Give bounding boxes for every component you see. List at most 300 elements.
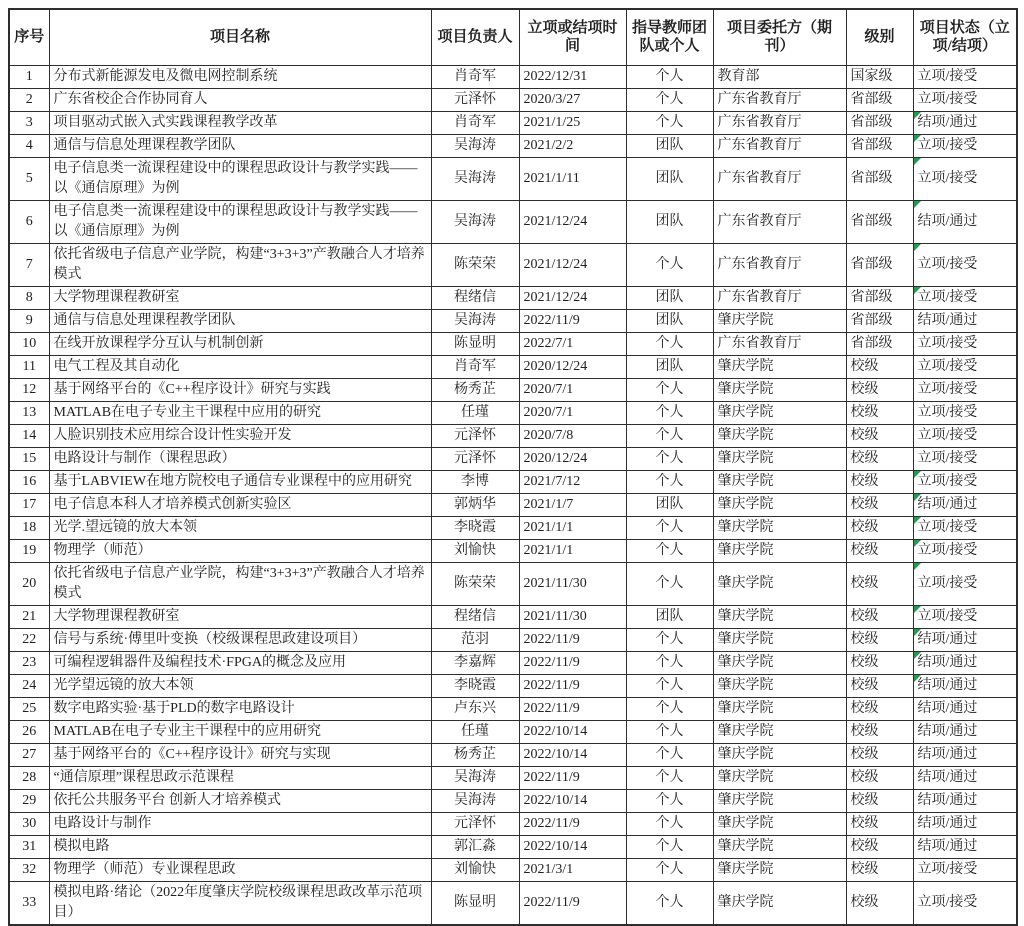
cell-index: 15 xyxy=(9,447,49,470)
cell-date: 2021/1/7 xyxy=(519,493,626,516)
table-row xyxy=(9,378,1017,401)
cell-client: 肇庆学院 xyxy=(713,628,846,651)
cell-leader: 陈显明 xyxy=(431,332,519,355)
cell-project-name: 基于网络平台的《C++程序设计》研究与实践 xyxy=(49,378,431,401)
cell-client: 肇庆学院 xyxy=(713,470,846,493)
cell-status: 结项/通过 xyxy=(913,111,1017,134)
table-row xyxy=(9,697,1017,720)
cell-client: 肇庆学院 xyxy=(713,401,846,424)
cell-level: 校级 xyxy=(846,651,913,674)
cell-date: 2020/7/1 xyxy=(519,401,626,424)
cell-team: 个人 xyxy=(626,562,713,605)
cell-team: 个人 xyxy=(626,111,713,134)
cell-index: 4 xyxy=(9,134,49,157)
cell-project-name: 电气工程及其自动化 xyxy=(49,355,431,378)
green-flag-marker xyxy=(914,471,921,478)
cell-level: 校级 xyxy=(846,562,913,605)
cell-project-name: MATLAB在电子专业主干课程中的应用研究 xyxy=(49,720,431,743)
cell-date: 2020/12/24 xyxy=(519,447,626,470)
cell-team: 团队 xyxy=(626,157,713,200)
cell-status: 立项/接受 xyxy=(913,286,1017,309)
cell-leader: 程绪信 xyxy=(431,286,519,309)
table-header xyxy=(9,9,1017,65)
cell-client: 肇庆学院 xyxy=(713,309,846,332)
cell-index: 18 xyxy=(9,516,49,539)
cell-index: 2 xyxy=(9,88,49,111)
cell-status: 立项/接受 xyxy=(913,858,1017,881)
cell-level: 校级 xyxy=(846,401,913,424)
table-row xyxy=(9,111,1017,134)
cell-project-name: 模拟电路 xyxy=(49,835,431,858)
cell-project-name: 模拟电路·绪论（2022年度肇庆学院校级课程思政改革示范项目） xyxy=(49,881,431,925)
cell-leader: 李晓霞 xyxy=(431,516,519,539)
cell-index: 33 xyxy=(9,881,49,925)
cell-date: 2022/10/14 xyxy=(519,743,626,766)
cell-date: 2021/12/24 xyxy=(519,286,626,309)
header-client: 项目委托方（期刊） xyxy=(713,9,846,65)
table-row xyxy=(9,243,1017,286)
table-row xyxy=(9,424,1017,447)
cell-date: 2022/11/9 xyxy=(519,309,626,332)
cell-team: 个人 xyxy=(626,835,713,858)
cell-leader: 李晓霞 xyxy=(431,674,519,697)
cell-level: 校级 xyxy=(846,789,913,812)
table-row xyxy=(9,200,1017,243)
cell-client: 肇庆学院 xyxy=(713,493,846,516)
cell-project-name: 大学物理课程教研室 xyxy=(49,286,431,309)
cell-team: 个人 xyxy=(626,470,713,493)
cell-project-name: 光学.望远镜的放大本领 xyxy=(49,516,431,539)
cell-client: 广东省教育厅 xyxy=(713,243,846,286)
cell-client: 肇庆学院 xyxy=(713,674,846,697)
cell-date: 2020/7/8 xyxy=(519,424,626,447)
cell-date: 2022/10/14 xyxy=(519,835,626,858)
cell-team: 个人 xyxy=(626,697,713,720)
cell-index: 20 xyxy=(9,562,49,605)
cell-status: 结项/通过 xyxy=(913,697,1017,720)
cell-team: 个人 xyxy=(626,628,713,651)
cell-index: 32 xyxy=(9,858,49,881)
cell-team: 个人 xyxy=(626,243,713,286)
cell-leader: 吴海涛 xyxy=(431,766,519,789)
cell-leader: 郭炳华 xyxy=(431,493,519,516)
cell-index: 12 xyxy=(9,378,49,401)
cell-client: 肇庆学院 xyxy=(713,378,846,401)
cell-status: 立项/接受 xyxy=(913,332,1017,355)
cell-leader: 吴海涛 xyxy=(431,200,519,243)
cell-level: 省部级 xyxy=(846,200,913,243)
cell-team: 团队 xyxy=(626,286,713,309)
cell-level: 省部级 xyxy=(846,286,913,309)
cell-team: 团队 xyxy=(626,134,713,157)
cell-status: 结项/通过 xyxy=(913,835,1017,858)
cell-date: 2022/11/9 xyxy=(519,766,626,789)
cell-date: 2022/11/9 xyxy=(519,651,626,674)
cell-team: 团队 xyxy=(626,493,713,516)
cell-leader: 元泽怀 xyxy=(431,812,519,835)
cell-project-name: 广东省校企合作协同育人 xyxy=(49,88,431,111)
header-index: 序号 xyxy=(9,9,49,65)
cell-status: 立项/接受 xyxy=(913,516,1017,539)
cell-project-name: 可编程逻辑器件及编程技术·FPGA的概念及应用 xyxy=(49,651,431,674)
cell-level: 校级 xyxy=(846,470,913,493)
cell-leader: 吴海涛 xyxy=(431,789,519,812)
green-flag-marker xyxy=(914,563,921,570)
cell-status: 结项/通过 xyxy=(913,309,1017,332)
table-row xyxy=(9,835,1017,858)
cell-project-name: 电子信息本科人才培养模式创新实验区 xyxy=(49,493,431,516)
cell-status: 立项/接受 xyxy=(913,447,1017,470)
header-leader: 项目负责人 xyxy=(431,9,519,65)
green-flag-marker xyxy=(914,517,921,524)
table-row xyxy=(9,743,1017,766)
cell-leader: 卢东兴 xyxy=(431,697,519,720)
cell-project-name: 大学物理课程教研室 xyxy=(49,605,431,628)
cell-leader: 刘愉快 xyxy=(431,858,519,881)
cell-index: 19 xyxy=(9,539,49,562)
cell-project-name: 电子信息类一流课程建设中的课程思政设计与教学实践——以《通信原理》为例 xyxy=(49,200,431,243)
cell-level: 省部级 xyxy=(846,243,913,286)
cell-index: 1 xyxy=(9,65,49,88)
cell-level: 校级 xyxy=(846,539,913,562)
cell-index: 24 xyxy=(9,674,49,697)
cell-project-name: “通信原理”课程思政示范课程 xyxy=(49,766,431,789)
cell-client: 广东省教育厅 xyxy=(713,111,846,134)
cell-date: 2021/2/2 xyxy=(519,134,626,157)
cell-status: 结项/通过 xyxy=(913,651,1017,674)
cell-project-name: 物理学（师范） xyxy=(49,539,431,562)
cell-level: 校级 xyxy=(846,858,913,881)
cell-index: 13 xyxy=(9,401,49,424)
table-row xyxy=(9,789,1017,812)
cell-leader: 吴海涛 xyxy=(431,309,519,332)
header-row xyxy=(9,9,1017,65)
cell-status: 结项/通过 xyxy=(913,674,1017,697)
cell-date: 2022/11/9 xyxy=(519,674,626,697)
cell-project-name: 项目驱动式嵌入式实践课程教学改革 xyxy=(49,111,431,134)
cell-date: 2021/3/1 xyxy=(519,858,626,881)
cell-project-name: 基于网络平台的《C++程序设计》研究与实现 xyxy=(49,743,431,766)
cell-date: 2022/11/9 xyxy=(519,628,626,651)
cell-index: 5 xyxy=(9,157,49,200)
table-row xyxy=(9,651,1017,674)
cell-index: 7 xyxy=(9,243,49,286)
cell-status: 结项/通过 xyxy=(913,493,1017,516)
cell-index: 17 xyxy=(9,493,49,516)
cell-date: 2022/10/14 xyxy=(519,720,626,743)
cell-leader: 任瑾 xyxy=(431,720,519,743)
cell-team: 个人 xyxy=(626,65,713,88)
cell-client: 肇庆学院 xyxy=(713,562,846,605)
green-flag-marker xyxy=(914,652,921,659)
cell-leader: 杨秀芷 xyxy=(431,378,519,401)
cell-date: 2020/3/27 xyxy=(519,88,626,111)
cell-date: 2022/10/14 xyxy=(519,789,626,812)
cell-team: 个人 xyxy=(626,401,713,424)
cell-index: 10 xyxy=(9,332,49,355)
green-flag-marker xyxy=(914,675,921,682)
header-level: 级别 xyxy=(846,9,913,65)
cell-leader: 陈荣荣 xyxy=(431,243,519,286)
cell-project-name: 通信与信息处理课程教学团队 xyxy=(49,309,431,332)
cell-project-name: 在线开放课程学分互认与机制创新 xyxy=(49,332,431,355)
green-flag-marker xyxy=(914,244,921,251)
cell-index: 28 xyxy=(9,766,49,789)
cell-leader: 杨秀芷 xyxy=(431,743,519,766)
cell-date: 2021/1/1 xyxy=(519,539,626,562)
cell-leader: 李博 xyxy=(431,470,519,493)
header-date: 立项或结项时间 xyxy=(519,9,626,65)
cell-leader: 刘愉快 xyxy=(431,539,519,562)
cell-level: 校级 xyxy=(846,674,913,697)
cell-index: 3 xyxy=(9,111,49,134)
green-flag-marker xyxy=(914,606,921,613)
table-row xyxy=(9,516,1017,539)
cell-level: 省部级 xyxy=(846,88,913,111)
table-row xyxy=(9,401,1017,424)
cell-team: 个人 xyxy=(626,332,713,355)
cell-status: 立项/接受 xyxy=(913,539,1017,562)
cell-client: 广东省教育厅 xyxy=(713,200,846,243)
cell-project-name: 基于LABVIEW在地方院校电子通信专业课程中的应用研究 xyxy=(49,470,431,493)
cell-client: 教育部 xyxy=(713,65,846,88)
green-flag-marker xyxy=(914,201,921,208)
cell-leader: 陈显明 xyxy=(431,881,519,925)
cell-status: 立项/接受 xyxy=(913,401,1017,424)
cell-leader: 元泽怀 xyxy=(431,447,519,470)
cell-client: 广东省教育厅 xyxy=(713,286,846,309)
cell-team: 个人 xyxy=(626,651,713,674)
cell-date: 2021/12/24 xyxy=(519,200,626,243)
cell-client: 肇庆学院 xyxy=(713,720,846,743)
cell-team: 个人 xyxy=(626,766,713,789)
cell-client: 肇庆学院 xyxy=(713,789,846,812)
cell-level: 校级 xyxy=(846,516,913,539)
cell-status: 立项/接受 xyxy=(913,378,1017,401)
cell-index: 11 xyxy=(9,355,49,378)
cell-index: 27 xyxy=(9,743,49,766)
cell-client: 广东省教育厅 xyxy=(713,332,846,355)
cell-level: 校级 xyxy=(846,605,913,628)
cell-date: 2021/11/30 xyxy=(519,605,626,628)
table-row xyxy=(9,470,1017,493)
cell-client: 肇庆学院 xyxy=(713,355,846,378)
table-row xyxy=(9,539,1017,562)
cell-leader: 吴海涛 xyxy=(431,134,519,157)
cell-status: 结项/通过 xyxy=(913,789,1017,812)
cell-date: 2022/11/9 xyxy=(519,881,626,925)
cell-status: 立项/接受 xyxy=(913,605,1017,628)
project-list-table xyxy=(8,8,1018,926)
cell-level: 校级 xyxy=(846,355,913,378)
cell-leader: 肖奇军 xyxy=(431,111,519,134)
cell-project-name: 依托省级电子信息产业学院，构建“3+3+3”产教融合人才培养模式 xyxy=(49,243,431,286)
cell-team: 个人 xyxy=(626,447,713,470)
cell-status: 立项/接受 xyxy=(913,134,1017,157)
cell-date: 2021/1/25 xyxy=(519,111,626,134)
cell-level: 校级 xyxy=(846,378,913,401)
green-flag-marker xyxy=(914,629,921,636)
cell-client: 肇庆学院 xyxy=(713,651,846,674)
cell-team: 个人 xyxy=(626,743,713,766)
cell-level: 校级 xyxy=(846,812,913,835)
header-status: 项目状态（立项/结项） xyxy=(913,9,1017,65)
cell-level: 省部级 xyxy=(846,134,913,157)
cell-client: 肇庆学院 xyxy=(713,881,846,925)
cell-index: 26 xyxy=(9,720,49,743)
table-row xyxy=(9,493,1017,516)
cell-status: 立项/接受 xyxy=(913,881,1017,925)
table-row xyxy=(9,605,1017,628)
cell-project-name: 电路设计与制作（课程思政） xyxy=(49,447,431,470)
table-row xyxy=(9,766,1017,789)
cell-client: 肇庆学院 xyxy=(713,858,846,881)
cell-level: 省部级 xyxy=(846,332,913,355)
table-row xyxy=(9,720,1017,743)
cell-leader: 肖奇军 xyxy=(431,65,519,88)
cell-client: 肇庆学院 xyxy=(713,516,846,539)
table-row xyxy=(9,157,1017,200)
cell-level: 省部级 xyxy=(846,309,913,332)
green-flag-marker xyxy=(914,287,921,294)
cell-index: 30 xyxy=(9,812,49,835)
cell-index: 29 xyxy=(9,789,49,812)
table-body xyxy=(9,65,1017,925)
table-row xyxy=(9,355,1017,378)
cell-index: 16 xyxy=(9,470,49,493)
cell-level: 校级 xyxy=(846,697,913,720)
cell-client: 肇庆学院 xyxy=(713,447,846,470)
cell-level: 省部级 xyxy=(846,111,913,134)
cell-client: 广东省教育厅 xyxy=(713,134,846,157)
cell-status: 立项/接受 xyxy=(913,65,1017,88)
cell-date: 2022/11/9 xyxy=(519,697,626,720)
cell-leader: 元泽怀 xyxy=(431,424,519,447)
table-row xyxy=(9,881,1017,925)
green-flag-marker xyxy=(914,158,921,165)
cell-leader: 程绪信 xyxy=(431,605,519,628)
table-row xyxy=(9,562,1017,605)
cell-project-name: 依托公共服务平台 创新人才培养模式 xyxy=(49,789,431,812)
header-team-or-individual: 指导教师团队或个人 xyxy=(626,9,713,65)
cell-leader: 元泽怀 xyxy=(431,88,519,111)
cell-team: 个人 xyxy=(626,674,713,697)
cell-leader: 李嘉辉 xyxy=(431,651,519,674)
cell-project-name: 光学望远镜的放大本领 xyxy=(49,674,431,697)
cell-level: 国家级 xyxy=(846,65,913,88)
cell-status: 结项/通过 xyxy=(913,812,1017,835)
cell-client: 肇庆学院 xyxy=(713,835,846,858)
cell-client: 肇庆学院 xyxy=(713,812,846,835)
cell-index: 21 xyxy=(9,605,49,628)
cell-index: 22 xyxy=(9,628,49,651)
cell-team: 个人 xyxy=(626,88,713,111)
cell-leader: 任瑾 xyxy=(431,401,519,424)
header-project-name: 项目名称 xyxy=(49,9,431,65)
cell-status: 结项/通过 xyxy=(913,766,1017,789)
table-row xyxy=(9,858,1017,881)
cell-date: 2022/11/9 xyxy=(519,812,626,835)
cell-level: 校级 xyxy=(846,447,913,470)
cell-team: 个人 xyxy=(626,812,713,835)
green-flag-marker xyxy=(914,494,921,501)
table-row xyxy=(9,88,1017,111)
cell-leader: 范羽 xyxy=(431,628,519,651)
cell-client: 肇庆学院 xyxy=(713,424,846,447)
cell-level: 省部级 xyxy=(846,157,913,200)
cell-team: 个人 xyxy=(626,720,713,743)
cell-level: 校级 xyxy=(846,628,913,651)
table-row xyxy=(9,447,1017,470)
cell-team: 团队 xyxy=(626,355,713,378)
cell-client: 肇庆学院 xyxy=(713,743,846,766)
cell-client: 广东省教育厅 xyxy=(713,88,846,111)
cell-index: 23 xyxy=(9,651,49,674)
cell-client: 肇庆学院 xyxy=(713,605,846,628)
cell-team: 个人 xyxy=(626,881,713,925)
cell-status: 结项/通过 xyxy=(913,200,1017,243)
cell-project-name: 电子信息类一流课程建设中的课程思政设计与教学实践——以《通信原理》为例 xyxy=(49,157,431,200)
cell-team: 个人 xyxy=(626,789,713,812)
cell-date: 2020/12/24 xyxy=(519,355,626,378)
cell-status: 立项/接受 xyxy=(913,88,1017,111)
cell-status: 立项/接受 xyxy=(913,243,1017,286)
cell-client: 肇庆学院 xyxy=(713,697,846,720)
cell-project-name: 依托省级电子信息产业学院，构建“3+3+3”产教融合人才培养模式 xyxy=(49,562,431,605)
cell-leader: 陈荣荣 xyxy=(431,562,519,605)
cell-team: 个人 xyxy=(626,516,713,539)
cell-status: 立项/接受 xyxy=(913,562,1017,605)
cell-project-name: 数字电路实验·基于PLD的数字电路设计 xyxy=(49,697,431,720)
cell-team: 个人 xyxy=(626,378,713,401)
green-flag-marker xyxy=(914,135,921,142)
table-row xyxy=(9,332,1017,355)
cell-team: 团队 xyxy=(626,605,713,628)
cell-index: 6 xyxy=(9,200,49,243)
table-row xyxy=(9,309,1017,332)
cell-level: 校级 xyxy=(846,743,913,766)
cell-date: 2021/12/24 xyxy=(519,243,626,286)
cell-date: 2022/7/1 xyxy=(519,332,626,355)
cell-level: 校级 xyxy=(846,493,913,516)
cell-status: 立项/接受 xyxy=(913,157,1017,200)
cell-level: 校级 xyxy=(846,720,913,743)
cell-project-name: 信号与系统·傅里叶变换（校级课程思政建设项目） xyxy=(49,628,431,651)
cell-level: 校级 xyxy=(846,835,913,858)
cell-index: 25 xyxy=(9,697,49,720)
cell-team: 团队 xyxy=(626,200,713,243)
cell-index: 9 xyxy=(9,309,49,332)
table-row xyxy=(9,134,1017,157)
green-flag-marker xyxy=(914,112,921,119)
cell-index: 31 xyxy=(9,835,49,858)
cell-date: 2021/7/12 xyxy=(519,470,626,493)
cell-team: 团队 xyxy=(626,309,713,332)
cell-level: 校级 xyxy=(846,424,913,447)
cell-status: 结项/通过 xyxy=(913,628,1017,651)
cell-project-name: 电路设计与制作 xyxy=(49,812,431,835)
cell-team: 个人 xyxy=(626,858,713,881)
cell-date: 2021/1/1 xyxy=(519,516,626,539)
cell-date: 2021/11/30 xyxy=(519,562,626,605)
cell-project-name: 人脸识别技术应用综合设计性实验开发 xyxy=(49,424,431,447)
cell-index: 8 xyxy=(9,286,49,309)
cell-status: 结项/通过 xyxy=(913,720,1017,743)
cell-date: 2022/12/31 xyxy=(519,65,626,88)
cell-status: 立项/接受 xyxy=(913,470,1017,493)
cell-client: 肇庆学院 xyxy=(713,766,846,789)
green-flag-marker xyxy=(914,540,921,547)
